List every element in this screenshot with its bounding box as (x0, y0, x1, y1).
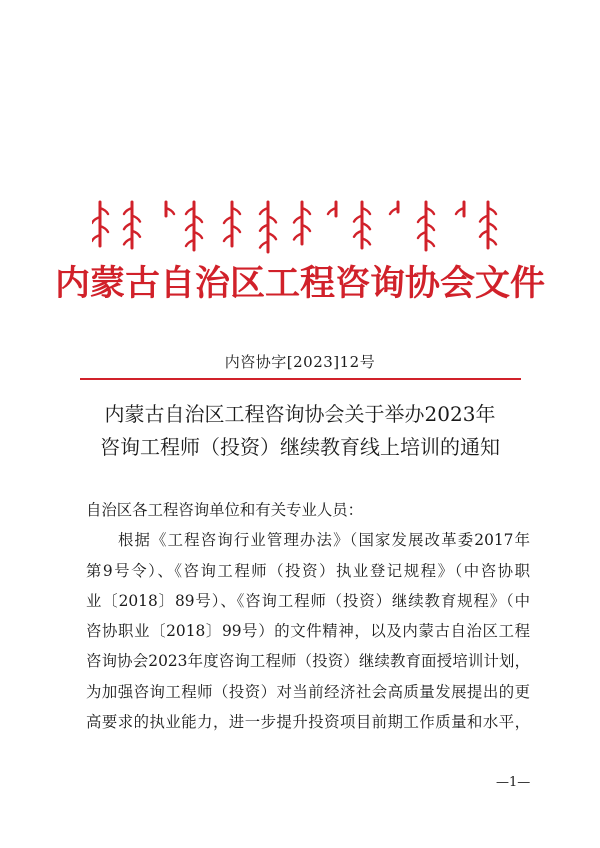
mongolian-word-glyph (224, 202, 240, 246)
body-line: 咨协职业〔2018〕99号）的文件精神，以及内蒙古自治区工程 (86, 622, 530, 641)
salutation: 自治区各工程咨询单位和有关专业人员： (86, 501, 364, 519)
body-line: 第9号令）、《咨询工程师（投资）执业登记规程》（中咨协职 (86, 561, 530, 580)
mongolian-word-glyph (456, 202, 464, 216)
mongolian-word-glyph (480, 202, 496, 248)
body-line: 高要求的执业能力，进一步提升投资项目前期工作质量和水平， (86, 713, 530, 732)
body-line: 咨询协会2023年度咨询工程师（投资）继续教育面授培训计划， (86, 652, 530, 671)
mongolian-word-glyph (294, 202, 310, 244)
mongolian-word-glyph (166, 202, 174, 216)
notice-body (86, 495, 530, 737)
mongolian-word-glyph (186, 202, 202, 250)
notice-title-line-2: 咨询工程师（投资）继续教育线上培训的通知 (100, 435, 500, 459)
mongolian-word-glyph (354, 202, 370, 248)
mongolian-word-glyph (418, 202, 434, 250)
body-line: 根据《工程咨询行业管理办法》（国家发展改革委2017年 (118, 531, 530, 550)
document-number: 内咨协字[2023]12号 (224, 353, 376, 371)
mongolian-script-header (92, 198, 512, 254)
mongolian-word-glyph (390, 202, 398, 214)
mongolian-word-glyph (92, 202, 108, 246)
mongolian-word-glyph (328, 202, 336, 216)
organization-title: 内蒙古自治区工程咨询协会文件 (54, 264, 545, 304)
mongolian-word-glyph (124, 202, 140, 248)
notice-title-line-1: 内蒙古自治区工程咨询协会关于举办2023年 (104, 402, 496, 426)
body-line: 业〔2018〕89号）、《咨询工程师（投资）继续教育规程》（中 (86, 591, 530, 610)
page-number: —1— (496, 775, 531, 790)
red-divider-line (80, 378, 521, 380)
body-line: 为加强咨询工程师（投资）对当前经济社会高质量发展提出的更 (86, 682, 530, 701)
notice-title (0, 398, 600, 464)
mongolian-word-glyph (260, 202, 276, 252)
